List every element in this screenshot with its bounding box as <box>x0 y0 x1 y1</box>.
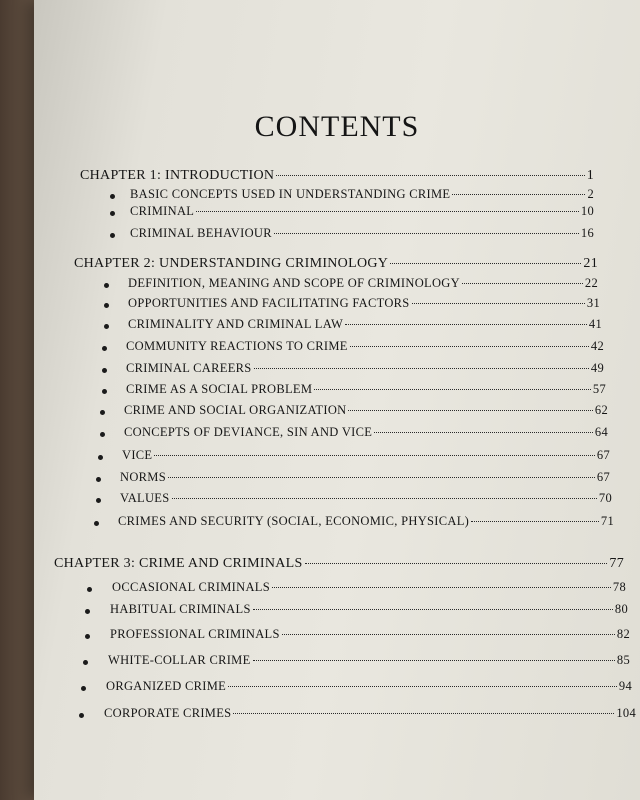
bullet-icon <box>87 587 92 592</box>
toc-entry <box>110 602 628 617</box>
page-number: 16 <box>580 226 594 240</box>
dot-leader <box>374 432 593 433</box>
page-number: 1 <box>586 168 594 183</box>
bullet-icon <box>100 432 105 437</box>
page-number: 80 <box>614 602 628 616</box>
toc-entry <box>120 470 610 485</box>
page-number: 64 <box>594 425 608 439</box>
entry-label: CRIMINAL <box>130 204 195 218</box>
chapter-heading: CHAPTER 2: UNDERSTANDING CRIMINOLOGY <box>74 256 389 271</box>
page-number: 10 <box>580 204 594 218</box>
toc-entry <box>110 627 630 642</box>
dot-leader <box>254 368 589 369</box>
entry-label: HABITUAL CRIMINALS <box>110 602 251 616</box>
entry-label: OPPORTUNITIES AND FACILITATING FACTORS <box>128 296 410 310</box>
table-of-contents <box>34 0 640 800</box>
dot-leader <box>272 587 611 588</box>
dot-leader <box>452 194 585 195</box>
entry-label: CRIME AND SOCIAL ORGANIZATION <box>124 403 347 417</box>
toc-entry <box>124 403 608 418</box>
bullet-icon <box>102 389 107 394</box>
dot-leader <box>233 713 614 714</box>
bullet-icon <box>110 233 115 238</box>
page-number: 104 <box>616 706 636 720</box>
entry-label: CRIMINAL BEHAVIOUR <box>130 226 272 240</box>
dot-leader <box>462 283 583 284</box>
page-number: 67 <box>596 470 610 484</box>
dot-leader <box>154 455 595 456</box>
dot-leader <box>412 303 585 304</box>
toc-entry <box>128 317 602 332</box>
toc-entry <box>120 491 612 506</box>
dot-leader <box>390 263 581 264</box>
entry-label: OCCASIONAL CRIMINALS <box>112 580 270 594</box>
toc-entry <box>112 580 626 595</box>
dot-leader <box>228 686 617 687</box>
entry-label: NORMS <box>120 470 166 484</box>
toc-entry <box>130 187 594 202</box>
toc-entry <box>108 653 630 668</box>
dot-leader <box>196 211 579 212</box>
entry-label: COMMUNITY REACTIONS TO CRIME <box>126 339 348 353</box>
page-number: 41 <box>588 317 602 331</box>
page-number: 21 <box>583 256 598 271</box>
bullet-icon <box>96 498 101 503</box>
entry-label: DEFINITION, MEANING AND SCOPE OF CRIMINOLOGY <box>128 276 460 290</box>
page-number: 77 <box>609 556 624 571</box>
bullet-icon <box>81 686 86 691</box>
toc-entry <box>104 706 636 721</box>
page-number: 62 <box>594 403 608 417</box>
chapter-heading: CHAPTER 1: INTRODUCTION <box>80 168 275 183</box>
dot-leader <box>276 175 584 176</box>
dot-leader <box>253 660 615 661</box>
bullet-icon <box>96 477 101 482</box>
entry-label: CRIMES AND SECURITY (SOCIAL, ECONOMIC, PHYSICAL) <box>118 514 470 528</box>
page-number: 49 <box>590 361 604 375</box>
page-number: 67 <box>596 448 610 462</box>
toc-entry <box>126 382 606 397</box>
bullet-icon <box>102 368 107 373</box>
page-number: 85 <box>616 653 630 667</box>
page-number: 2 <box>587 187 594 201</box>
entry-label: WHITE-COLLAR CRIME <box>108 653 251 667</box>
dot-leader <box>168 477 595 478</box>
dot-leader <box>348 410 592 411</box>
toc-entry <box>130 204 594 219</box>
bullet-icon <box>110 194 115 199</box>
dot-leader <box>253 609 613 610</box>
bullet-icon <box>83 660 88 665</box>
dot-leader <box>274 233 579 234</box>
bullet-icon <box>104 303 109 308</box>
toc-entry <box>128 296 600 311</box>
dot-leader <box>305 563 608 564</box>
bullet-icon <box>79 713 84 718</box>
bullet-icon <box>102 346 107 351</box>
bullet-icon <box>94 521 99 526</box>
entry-label: VICE <box>122 448 153 462</box>
toc-entry <box>118 514 614 529</box>
page-number: 71 <box>600 514 614 528</box>
bullet-icon <box>85 634 90 639</box>
page-number: 22 <box>584 276 598 290</box>
entry-label: PROFESSIONAL CRIMINALS <box>110 627 280 641</box>
entry-label: CRIMINAL CAREERS <box>126 361 252 375</box>
toc-entry <box>126 339 604 354</box>
entry-label: CRIME AS A SOCIAL PROBLEM <box>126 382 313 396</box>
page-number: 94 <box>618 679 632 693</box>
dot-leader <box>314 389 591 390</box>
dot-leader <box>345 324 587 325</box>
page-number: 31 <box>586 296 600 310</box>
toc-entry <box>128 276 598 291</box>
entry-label: ORGANIZED CRIME <box>106 679 227 693</box>
toc-entry <box>130 226 594 241</box>
chapter-entry <box>54 556 624 572</box>
dot-leader <box>350 346 589 347</box>
bullet-icon <box>85 609 90 614</box>
page-number: 70 <box>598 491 612 505</box>
bullet-icon <box>100 410 105 415</box>
page-number: 78 <box>612 580 626 594</box>
chapter-entry <box>74 256 598 272</box>
entry-label: CONCEPTS OF DEVIANCE, SIN AND VICE <box>124 425 373 439</box>
entry-label: VALUES <box>120 491 170 505</box>
bullet-icon <box>98 455 103 460</box>
page-number: 57 <box>592 382 606 396</box>
chapter-entry <box>80 168 594 184</box>
dot-leader <box>172 498 597 499</box>
dot-leader <box>282 634 615 635</box>
dot-leader <box>471 521 599 522</box>
bullet-icon <box>104 324 109 329</box>
page-title: CONTENTS <box>254 110 420 143</box>
chapter-heading: CHAPTER 3: CRIME AND CRIMINALS <box>54 556 303 571</box>
book-page <box>34 0 640 800</box>
bullet-icon <box>104 283 109 288</box>
page-number: 42 <box>590 339 604 353</box>
toc-entry <box>122 448 610 463</box>
entry-label: CORPORATE CRIMES <box>104 706 232 720</box>
toc-entry <box>126 361 604 376</box>
entry-label: BASIC CONCEPTS USED IN UNDERSTANDING CRIME <box>130 187 451 201</box>
toc-entry <box>124 425 608 440</box>
page-number: 82 <box>616 627 630 641</box>
entry-label: CRIMINALITY AND CRIMINAL LAW <box>128 317 344 331</box>
bullet-icon <box>110 211 115 216</box>
toc-entry <box>106 679 632 694</box>
